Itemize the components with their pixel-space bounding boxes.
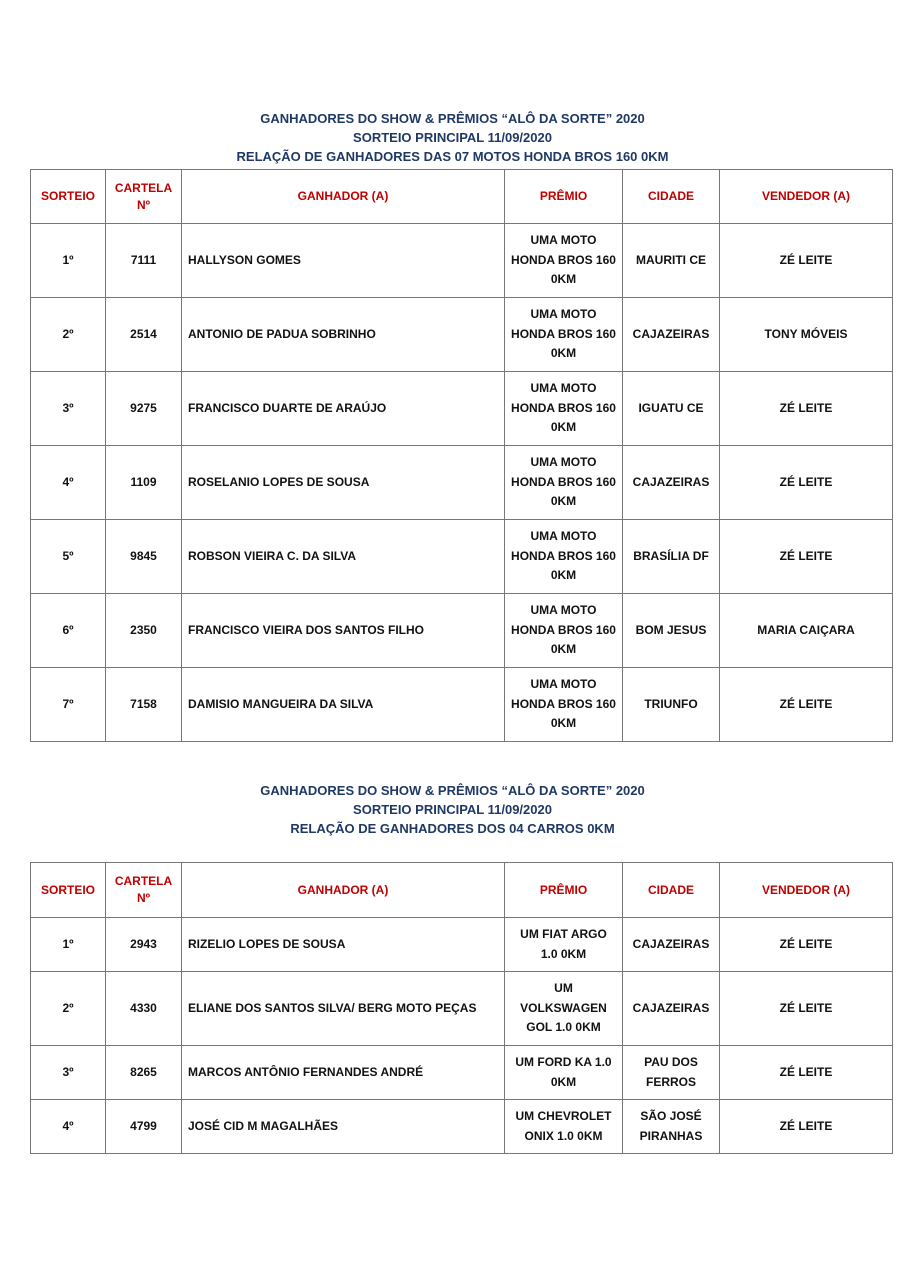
cell-vendedor: ZÉ LEITE bbox=[720, 1100, 893, 1154]
premio-line: UM CHEVROLET bbox=[515, 1109, 612, 1123]
cell-vendedor: ZÉ LEITE bbox=[720, 446, 893, 520]
cell-cartela: 4330 bbox=[106, 972, 182, 1046]
header-cartela-line2: Nº bbox=[136, 197, 151, 212]
cell-vendedor: ZÉ LEITE bbox=[720, 224, 893, 298]
cell-sorteio: 2º bbox=[31, 972, 106, 1046]
cell-ganhador: DAMISIO MANGUEIRA DA SILVA bbox=[182, 668, 505, 742]
cell-vendedor: MARIA CAIÇARA bbox=[720, 594, 893, 668]
cell-premio bbox=[505, 918, 623, 972]
cell-sorteio: 3º bbox=[31, 1046, 106, 1100]
header-ganhador: GANHADOR (A) bbox=[182, 863, 505, 918]
cell-cidade bbox=[623, 1046, 720, 1100]
premio-line: UMA MOTO bbox=[530, 381, 597, 396]
cell-sorteio: 1º bbox=[31, 224, 106, 298]
premio-line: 0KM bbox=[550, 1074, 577, 1089]
premio-line: UM FORD KA 1.0 bbox=[515, 1055, 612, 1069]
premio-line: 0KM bbox=[550, 420, 577, 435]
table-row bbox=[31, 668, 893, 742]
cell-cartela: 7111 bbox=[106, 224, 182, 298]
cell-premio bbox=[505, 224, 623, 298]
cell-cidade: IGUATU CE bbox=[623, 372, 720, 446]
header-cartela-line2: Nº bbox=[136, 891, 151, 905]
premio-line: 0KM bbox=[550, 272, 577, 287]
premio-line: UMA MOTO bbox=[530, 455, 597, 470]
cell-cidade: BRASÍLIA DF bbox=[623, 520, 720, 594]
cell-premio bbox=[505, 298, 623, 372]
premio-line: HONDA BROS 160 bbox=[511, 326, 616, 341]
premio-line: VOLKSWAGEN bbox=[520, 1000, 607, 1015]
premio-line: UMA MOTO bbox=[530, 307, 597, 322]
cell-cartela: 7158 bbox=[106, 668, 182, 742]
premio-line: HONDA BROS 160 bbox=[511, 622, 616, 637]
premio-line: UMA MOTO bbox=[530, 233, 597, 248]
cell-premio bbox=[505, 1100, 623, 1154]
header-sorteio: SORTEIO bbox=[31, 170, 106, 224]
cell-sorteio: 6º bbox=[31, 594, 106, 668]
cell-vendedor: ZÉ LEITE bbox=[720, 1046, 893, 1100]
cell-cidade: MAURITI CE bbox=[623, 224, 720, 298]
cell-vendedor: TONY MÓVEIS bbox=[720, 298, 893, 372]
cell-cidade bbox=[623, 1100, 720, 1154]
section2-subtitle: SORTEIO PRINCIPAL 11/09/2020 bbox=[353, 802, 552, 817]
cell-premio bbox=[505, 446, 623, 520]
cell-ganhador: MARCOS ANTÔNIO FERNANDES ANDRÉ bbox=[182, 1046, 505, 1100]
cell-vendedor: ZÉ LEITE bbox=[720, 372, 893, 446]
premio-line: HONDA BROS 160 bbox=[511, 252, 616, 267]
cell-premio bbox=[505, 972, 623, 1046]
premio-line: UMA MOTO bbox=[530, 603, 597, 618]
table-row bbox=[31, 224, 893, 298]
cell-sorteio: 1º bbox=[31, 918, 106, 972]
cidade-line: PAU DOS bbox=[644, 1055, 698, 1069]
header-premio: PRÊMIO bbox=[505, 170, 623, 224]
premio-line: 0KM bbox=[550, 346, 577, 361]
table-row bbox=[31, 918, 893, 972]
cell-cidade: TRIUNFO bbox=[623, 668, 720, 742]
cell-cidade: CAJAZEIRAS bbox=[623, 298, 720, 372]
premio-line: HONDA BROS 160 bbox=[511, 400, 616, 415]
section1-subtitle: SORTEIO PRINCIPAL 11/09/2020 bbox=[353, 130, 552, 145]
cell-cartela: 1109 bbox=[106, 446, 182, 520]
cell-ganhador: HALLYSON GOMES bbox=[182, 224, 505, 298]
header-vendedor: VENDEDOR (A) bbox=[720, 170, 893, 224]
header-premio: PRÊMIO bbox=[505, 863, 623, 918]
header-cidade: CIDADE bbox=[623, 170, 720, 224]
cell-cidade: BOM JESUS bbox=[623, 594, 720, 668]
table-row bbox=[31, 520, 893, 594]
cell-premio bbox=[505, 372, 623, 446]
cell-sorteio: 4º bbox=[31, 1100, 106, 1154]
section2-description: RELAÇÃO DE GANHADORES DOS 04 CARROS 0KM bbox=[290, 821, 615, 836]
cell-premio bbox=[505, 520, 623, 594]
table-row bbox=[31, 1046, 893, 1100]
cidade-line: FERROS bbox=[645, 1074, 696, 1089]
cell-cartela: 8265 bbox=[106, 1046, 182, 1100]
premio-line: HONDA BROS 160 bbox=[511, 474, 616, 489]
cell-cidade: CAJAZEIRAS bbox=[623, 972, 720, 1046]
cell-cartela: 2943 bbox=[106, 918, 182, 972]
header-ganhador: GANHADOR (A) bbox=[182, 170, 505, 224]
premio-line: HONDA BROS 160 bbox=[511, 696, 616, 711]
cell-ganhador: ELIANE DOS SANTOS SILVA/ BERG MOTO PEÇAS bbox=[182, 972, 505, 1046]
header-sorteio: SORTEIO bbox=[31, 863, 106, 918]
table-row bbox=[31, 372, 893, 446]
carros-winners-table bbox=[30, 862, 893, 1154]
premio-line: 0KM bbox=[550, 716, 577, 731]
table-row bbox=[31, 972, 893, 1046]
cell-vendedor: ZÉ LEITE bbox=[720, 520, 893, 594]
cell-sorteio: 3º bbox=[31, 372, 106, 446]
cell-ganhador: FRANCISCO DUARTE DE ARAÚJO bbox=[182, 372, 505, 446]
section2-heading bbox=[0, 781, 905, 838]
cidade-line: PIRANHAS bbox=[639, 1128, 703, 1143]
cell-ganhador: FRANCISCO VIEIRA DOS SANTOS FILHO bbox=[182, 594, 505, 668]
cell-sorteio: 7º bbox=[31, 668, 106, 742]
cell-sorteio: 2º bbox=[31, 298, 106, 372]
table-row bbox=[31, 298, 893, 372]
cell-cartela: 9275 bbox=[106, 372, 182, 446]
cell-vendedor: ZÉ LEITE bbox=[720, 972, 893, 1046]
cell-cartela: 2350 bbox=[106, 594, 182, 668]
premio-line: 0KM bbox=[550, 568, 577, 583]
premio-line: UM FIAT ARGO bbox=[520, 927, 607, 941]
cidade-line: SÃO JOSÉ bbox=[640, 1109, 702, 1123]
table-row bbox=[31, 1100, 893, 1154]
premio-line: UMA MOTO bbox=[530, 529, 597, 544]
header-cartela bbox=[106, 863, 182, 918]
section1-title: GANHADORES DO SHOW & PRÊMIOS “ALÔ DA SORTE” 2020 bbox=[260, 111, 645, 126]
header-cartela bbox=[106, 170, 182, 224]
premio-line: HONDA BROS 160 bbox=[511, 548, 616, 563]
cell-sorteio: 5º bbox=[31, 520, 106, 594]
premio-line: GOL 1.0 0KM bbox=[526, 1020, 601, 1035]
cell-cidade: CAJAZEIRAS bbox=[623, 446, 720, 520]
cell-sorteio: 4º bbox=[31, 446, 106, 520]
cell-cartela: 2514 bbox=[106, 298, 182, 372]
premio-line: 0KM bbox=[550, 494, 577, 509]
cell-vendedor: ZÉ LEITE bbox=[720, 668, 893, 742]
cell-vendedor: ZÉ LEITE bbox=[720, 918, 893, 972]
cell-cidade: CAJAZEIRAS bbox=[623, 918, 720, 972]
premio-line: 0KM bbox=[550, 642, 577, 657]
header-cartela-line1: CARTELA bbox=[114, 180, 173, 195]
premio-line: UM bbox=[554, 981, 573, 996]
cell-ganhador: ROSELANIO LOPES DE SOUSA bbox=[182, 446, 505, 520]
section2-title: GANHADORES DO SHOW & PRÊMIOS “ALÔ DA SORTE” 2020 bbox=[260, 783, 645, 798]
header-cidade: CIDADE bbox=[623, 863, 720, 918]
premio-line: UMA MOTO bbox=[530, 677, 597, 692]
section1-heading bbox=[0, 109, 905, 166]
cell-cartela: 9845 bbox=[106, 520, 182, 594]
header-vendedor: VENDEDOR (A) bbox=[720, 863, 893, 918]
section1-description: RELAÇÃO DE GANHADORES DAS 07 MOTOS HONDA BROS 160 0KM bbox=[236, 149, 669, 164]
header-cartela-line1: CARTELA bbox=[114, 874, 173, 888]
table-row bbox=[31, 446, 893, 520]
cell-ganhador: ANTONIO DE PADUA SOBRINHO bbox=[182, 298, 505, 372]
table-row bbox=[31, 594, 893, 668]
cell-premio bbox=[505, 668, 623, 742]
table-header-row bbox=[31, 863, 893, 918]
table-header-row bbox=[31, 170, 893, 224]
cell-ganhador: JOSÉ CID M MAGALHÃES bbox=[182, 1100, 505, 1154]
cell-premio bbox=[505, 1046, 623, 1100]
cell-cartela: 4799 bbox=[106, 1100, 182, 1154]
motos-winners-table bbox=[30, 169, 893, 742]
premio-line: 1.0 0KM bbox=[540, 946, 587, 961]
cell-ganhador: RIZELIO LOPES DE SOUSA bbox=[182, 918, 505, 972]
cell-ganhador: ROBSON VIEIRA C. DA SILVA bbox=[182, 520, 505, 594]
premio-line: ONIX 1.0 0KM bbox=[524, 1128, 603, 1143]
cell-premio bbox=[505, 594, 623, 668]
